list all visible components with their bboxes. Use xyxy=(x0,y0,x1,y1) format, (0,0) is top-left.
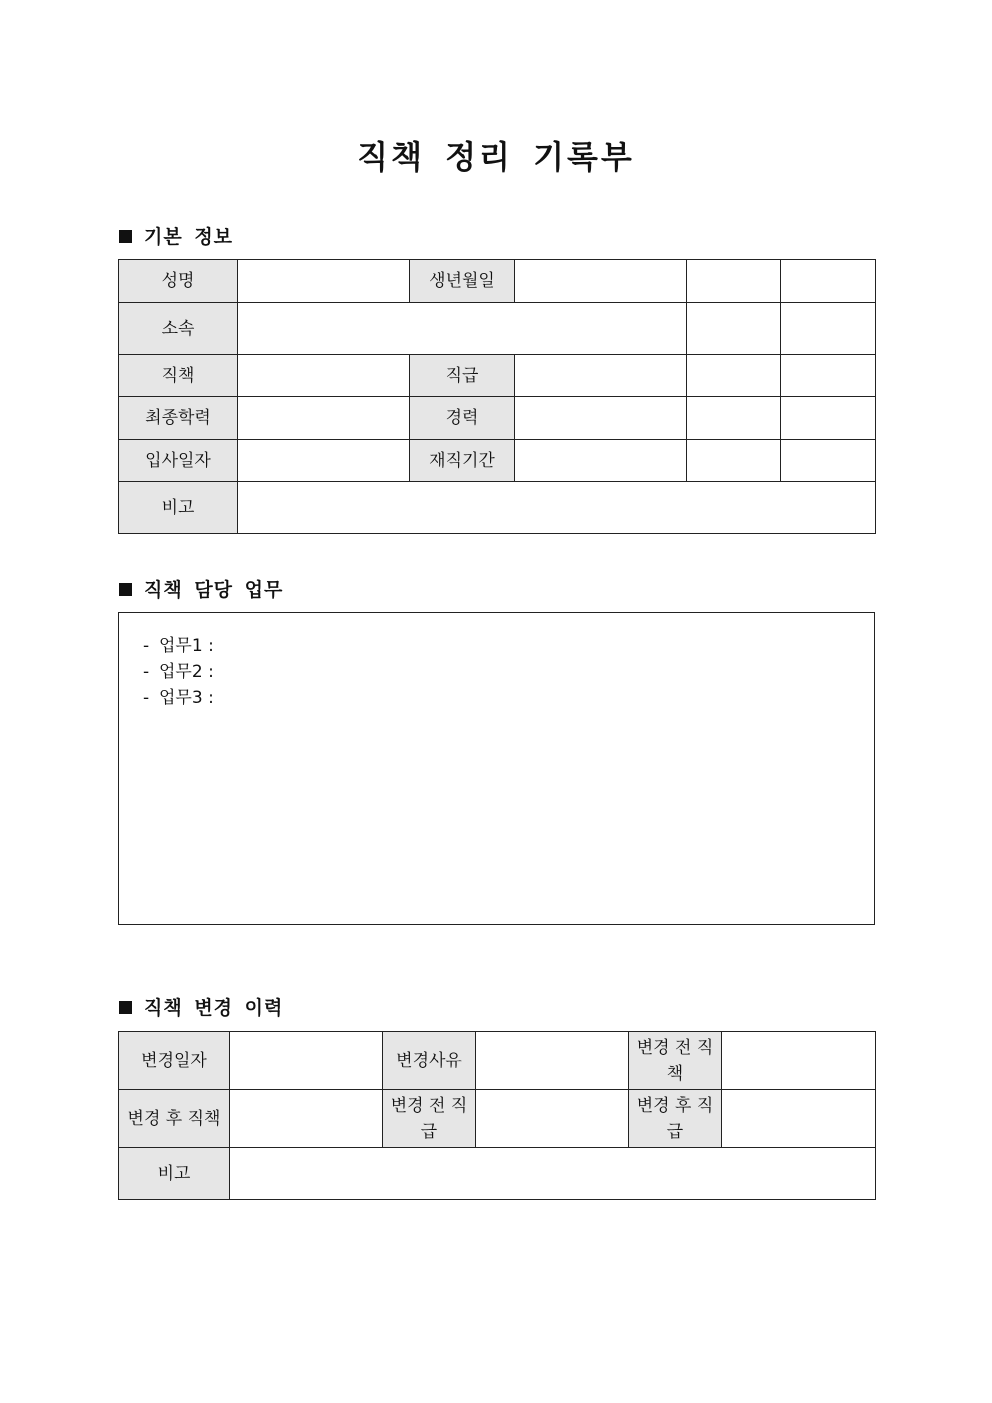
tenure-label: 재직기간 xyxy=(410,440,515,482)
table-row xyxy=(119,355,876,397)
affiliation-field[interactable] xyxy=(238,303,687,355)
photo-cell[interactable] xyxy=(687,355,781,397)
table-row xyxy=(119,397,876,440)
basic-info-table xyxy=(118,259,876,534)
duties-heading xyxy=(119,575,283,602)
change-reason-field[interactable] xyxy=(476,1032,629,1090)
photo-cell[interactable] xyxy=(781,440,876,482)
remarks-field[interactable] xyxy=(238,482,876,534)
photo-cell[interactable] xyxy=(781,355,876,397)
duty-label: 업무1 : xyxy=(159,636,214,656)
history-remarks-field[interactable] xyxy=(230,1148,876,1200)
duties-list xyxy=(119,613,874,711)
join-date-label: 입사일자 xyxy=(119,440,238,482)
birthdate-label: 생년월일 xyxy=(410,260,515,303)
tenure-field[interactable] xyxy=(515,440,687,482)
prev-position-label: 변경 전 직책 xyxy=(629,1032,722,1090)
career-field[interactable] xyxy=(515,397,687,440)
rank-label: 직급 xyxy=(410,355,515,397)
education-field[interactable] xyxy=(238,397,410,440)
new-rank-label: 변경 후 직급 xyxy=(629,1090,722,1148)
photo-cell[interactable] xyxy=(781,260,876,303)
photo-cell[interactable] xyxy=(687,260,781,303)
dash-bullet: - xyxy=(143,662,150,682)
photo-cell[interactable] xyxy=(687,397,781,440)
photo-cell[interactable] xyxy=(781,303,876,355)
table-row xyxy=(119,260,876,303)
list-item xyxy=(143,633,874,659)
dash-bullet: - xyxy=(143,688,150,708)
table-row xyxy=(119,1148,876,1200)
prev-rank-label: 변경 전 직급 xyxy=(383,1090,476,1148)
rank-field[interactable] xyxy=(515,355,687,397)
affiliation-label: 소속 xyxy=(119,303,238,355)
square-bullet-icon xyxy=(119,583,132,596)
dash-bullet: - xyxy=(143,636,150,656)
prev-rank-field[interactable] xyxy=(476,1090,629,1148)
change-date-label: 변경일자 xyxy=(119,1032,230,1090)
table-row xyxy=(119,303,876,355)
basic-info-heading-text: 기본 정보 xyxy=(144,226,234,248)
table-row xyxy=(119,1090,876,1148)
remarks-label: 비고 xyxy=(119,482,238,534)
photo-cell[interactable] xyxy=(687,440,781,482)
new-position-field[interactable] xyxy=(230,1090,383,1148)
table-row xyxy=(119,1032,876,1090)
list-item xyxy=(143,659,874,685)
duty-label: 업무2 : xyxy=(159,662,214,682)
photo-cell[interactable] xyxy=(687,303,781,355)
duties-heading-text: 직책 담당 업무 xyxy=(144,579,284,601)
join-date-field[interactable] xyxy=(238,440,410,482)
change-reason-label: 변경사유 xyxy=(383,1032,476,1090)
prev-position-field[interactable] xyxy=(722,1032,876,1090)
position-field[interactable] xyxy=(238,355,410,397)
history-remarks-label: 비고 xyxy=(119,1148,230,1200)
history-table xyxy=(118,1031,876,1200)
birthdate-field[interactable] xyxy=(515,260,687,303)
new-position-label: 변경 후 직책 xyxy=(119,1090,230,1148)
basic-info-heading xyxy=(119,222,233,249)
career-label: 경력 xyxy=(410,397,515,440)
table-row xyxy=(119,482,876,534)
name-field[interactable] xyxy=(238,260,410,303)
change-date-field[interactable] xyxy=(230,1032,383,1090)
photo-cell[interactable] xyxy=(781,397,876,440)
table-row xyxy=(119,440,876,482)
duties-box[interactable] xyxy=(118,612,875,925)
history-heading-text: 직책 변경 이력 xyxy=(144,997,284,1019)
list-item xyxy=(143,685,874,711)
name-label: 성명 xyxy=(119,260,238,303)
history-heading xyxy=(119,993,283,1020)
duty-label: 업무3 : xyxy=(159,688,214,708)
education-label: 최종학력 xyxy=(119,397,238,440)
square-bullet-icon xyxy=(119,1001,132,1014)
square-bullet-icon xyxy=(119,230,132,243)
page-title: 직책 정리 기록부 xyxy=(357,138,635,176)
new-rank-field[interactable] xyxy=(722,1090,876,1148)
position-label: 직책 xyxy=(119,355,238,397)
